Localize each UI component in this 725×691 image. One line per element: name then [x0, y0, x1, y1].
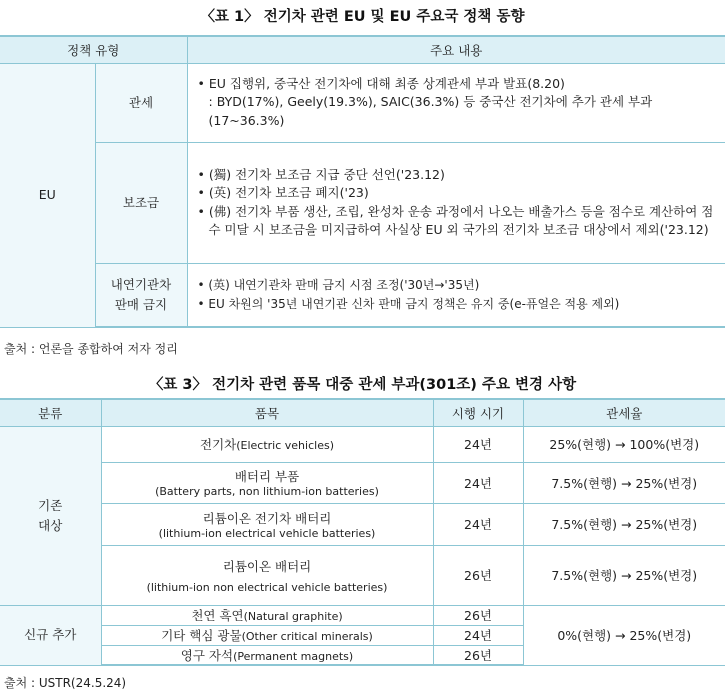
table-row: 기타 핵심 광물(Other critical minerals) 24년	[0, 625, 725, 645]
new-rate-cell: 0%(현행) → 25%(변경)	[523, 605, 725, 665]
policy-type-cell: 보조금	[95, 142, 187, 263]
list-item: • (獨) 전기차 보조금 지급 중단 선언('23.12)	[197, 166, 445, 182]
list-item: • (佛) 전기차 부품 생산, 조립, 완성차 운송 과정에서 나오는 배출가스 등을 점수로 계산하여 점수 미달 시 보조금을 미지급하여 사실상 EU 외 국가의 전기차 보조금 대상에서 제외('23.12)	[197, 203, 714, 237]
header-main-content: 주요 내용	[187, 36, 725, 63]
list-item: • EU 차원의 '35년 내연기관 신차 판매 금지 정책은 유지 중(e-퓨얼은 적용 제외)	[197, 296, 620, 311]
table-row: 리튬이온 전기차 배터리 (lithium-ion electrical vehicle batteries) 24년 7.5%(현행) → 25%(변경)	[0, 503, 725, 545]
header-policy-type: 정책 유형	[0, 36, 187, 63]
policy-type-cell: 내연기관차 판매 금지	[95, 263, 187, 327]
list-item: • EU 집행위, 중국산 전기차에 대해 최종 상계관세 부과 발표(8.20) : BYD(17%), Geely(19.3%), SAIC(36.3%) 등 중국산 전기차에 추가 관세 부과(17~36.3%)	[197, 75, 653, 128]
table2-title: 〈표 3〉 전기차 관련 품목 대중 관세 부과(301조) 주요 변경 사항	[148, 377, 577, 393]
policy-type-cell: 관세	[95, 63, 187, 142]
tariff-table	[0, 398, 725, 666]
table1-title: 〈표 1〉 전기차 관련 EU 및 EU 주요국 정책 동향	[200, 9, 525, 25]
category-new: 신규 추가	[0, 605, 101, 665]
table-row	[0, 263, 725, 327]
table2-source: 출처 : USTR(24.5.24)	[4, 676, 127, 690]
table-row: 영구 자석(Permanent magnets) 26년	[0, 645, 725, 665]
table-row: 리튬이온 배터리 (lithium-ion non electrical vehicle batteries) 26년 7.5%(현행) → 25%(변경)	[0, 545, 725, 605]
header-effective-date: 시행 시기	[433, 399, 523, 426]
list-item: • (英) 전기차 보조금 폐지('23)	[197, 185, 369, 200]
table-row: 기존 대상 전기차(Electric vehicles) 24년 25%(현행) → 100%(변경)	[0, 426, 725, 462]
table-row: 배터리 부품 (Battery parts, non lithium-ion batteries) 24년 7.5%(현행) → 25%(변경)	[0, 462, 725, 503]
table-row	[0, 63, 725, 142]
region-cell: EU	[0, 63, 95, 327]
list-item: • (英) 내연기관차 판매 금지 시점 조정('30년→'35년)	[197, 278, 480, 293]
category-existing: 기존 대상	[0, 426, 101, 605]
eu-policy-table	[0, 35, 725, 328]
header-tariff-rate: 관세율	[523, 399, 725, 426]
header-category: 분류	[0, 399, 101, 426]
table-row	[0, 142, 725, 263]
table1-source: 출처 : 언론을 종합하여 저자 정리	[4, 342, 178, 356]
table-row: 신규 추가 천연 흑연(Natural graphite) 26년 0%(현행) → 25%(변경)	[0, 605, 725, 625]
header-item: 품목	[101, 399, 433, 426]
